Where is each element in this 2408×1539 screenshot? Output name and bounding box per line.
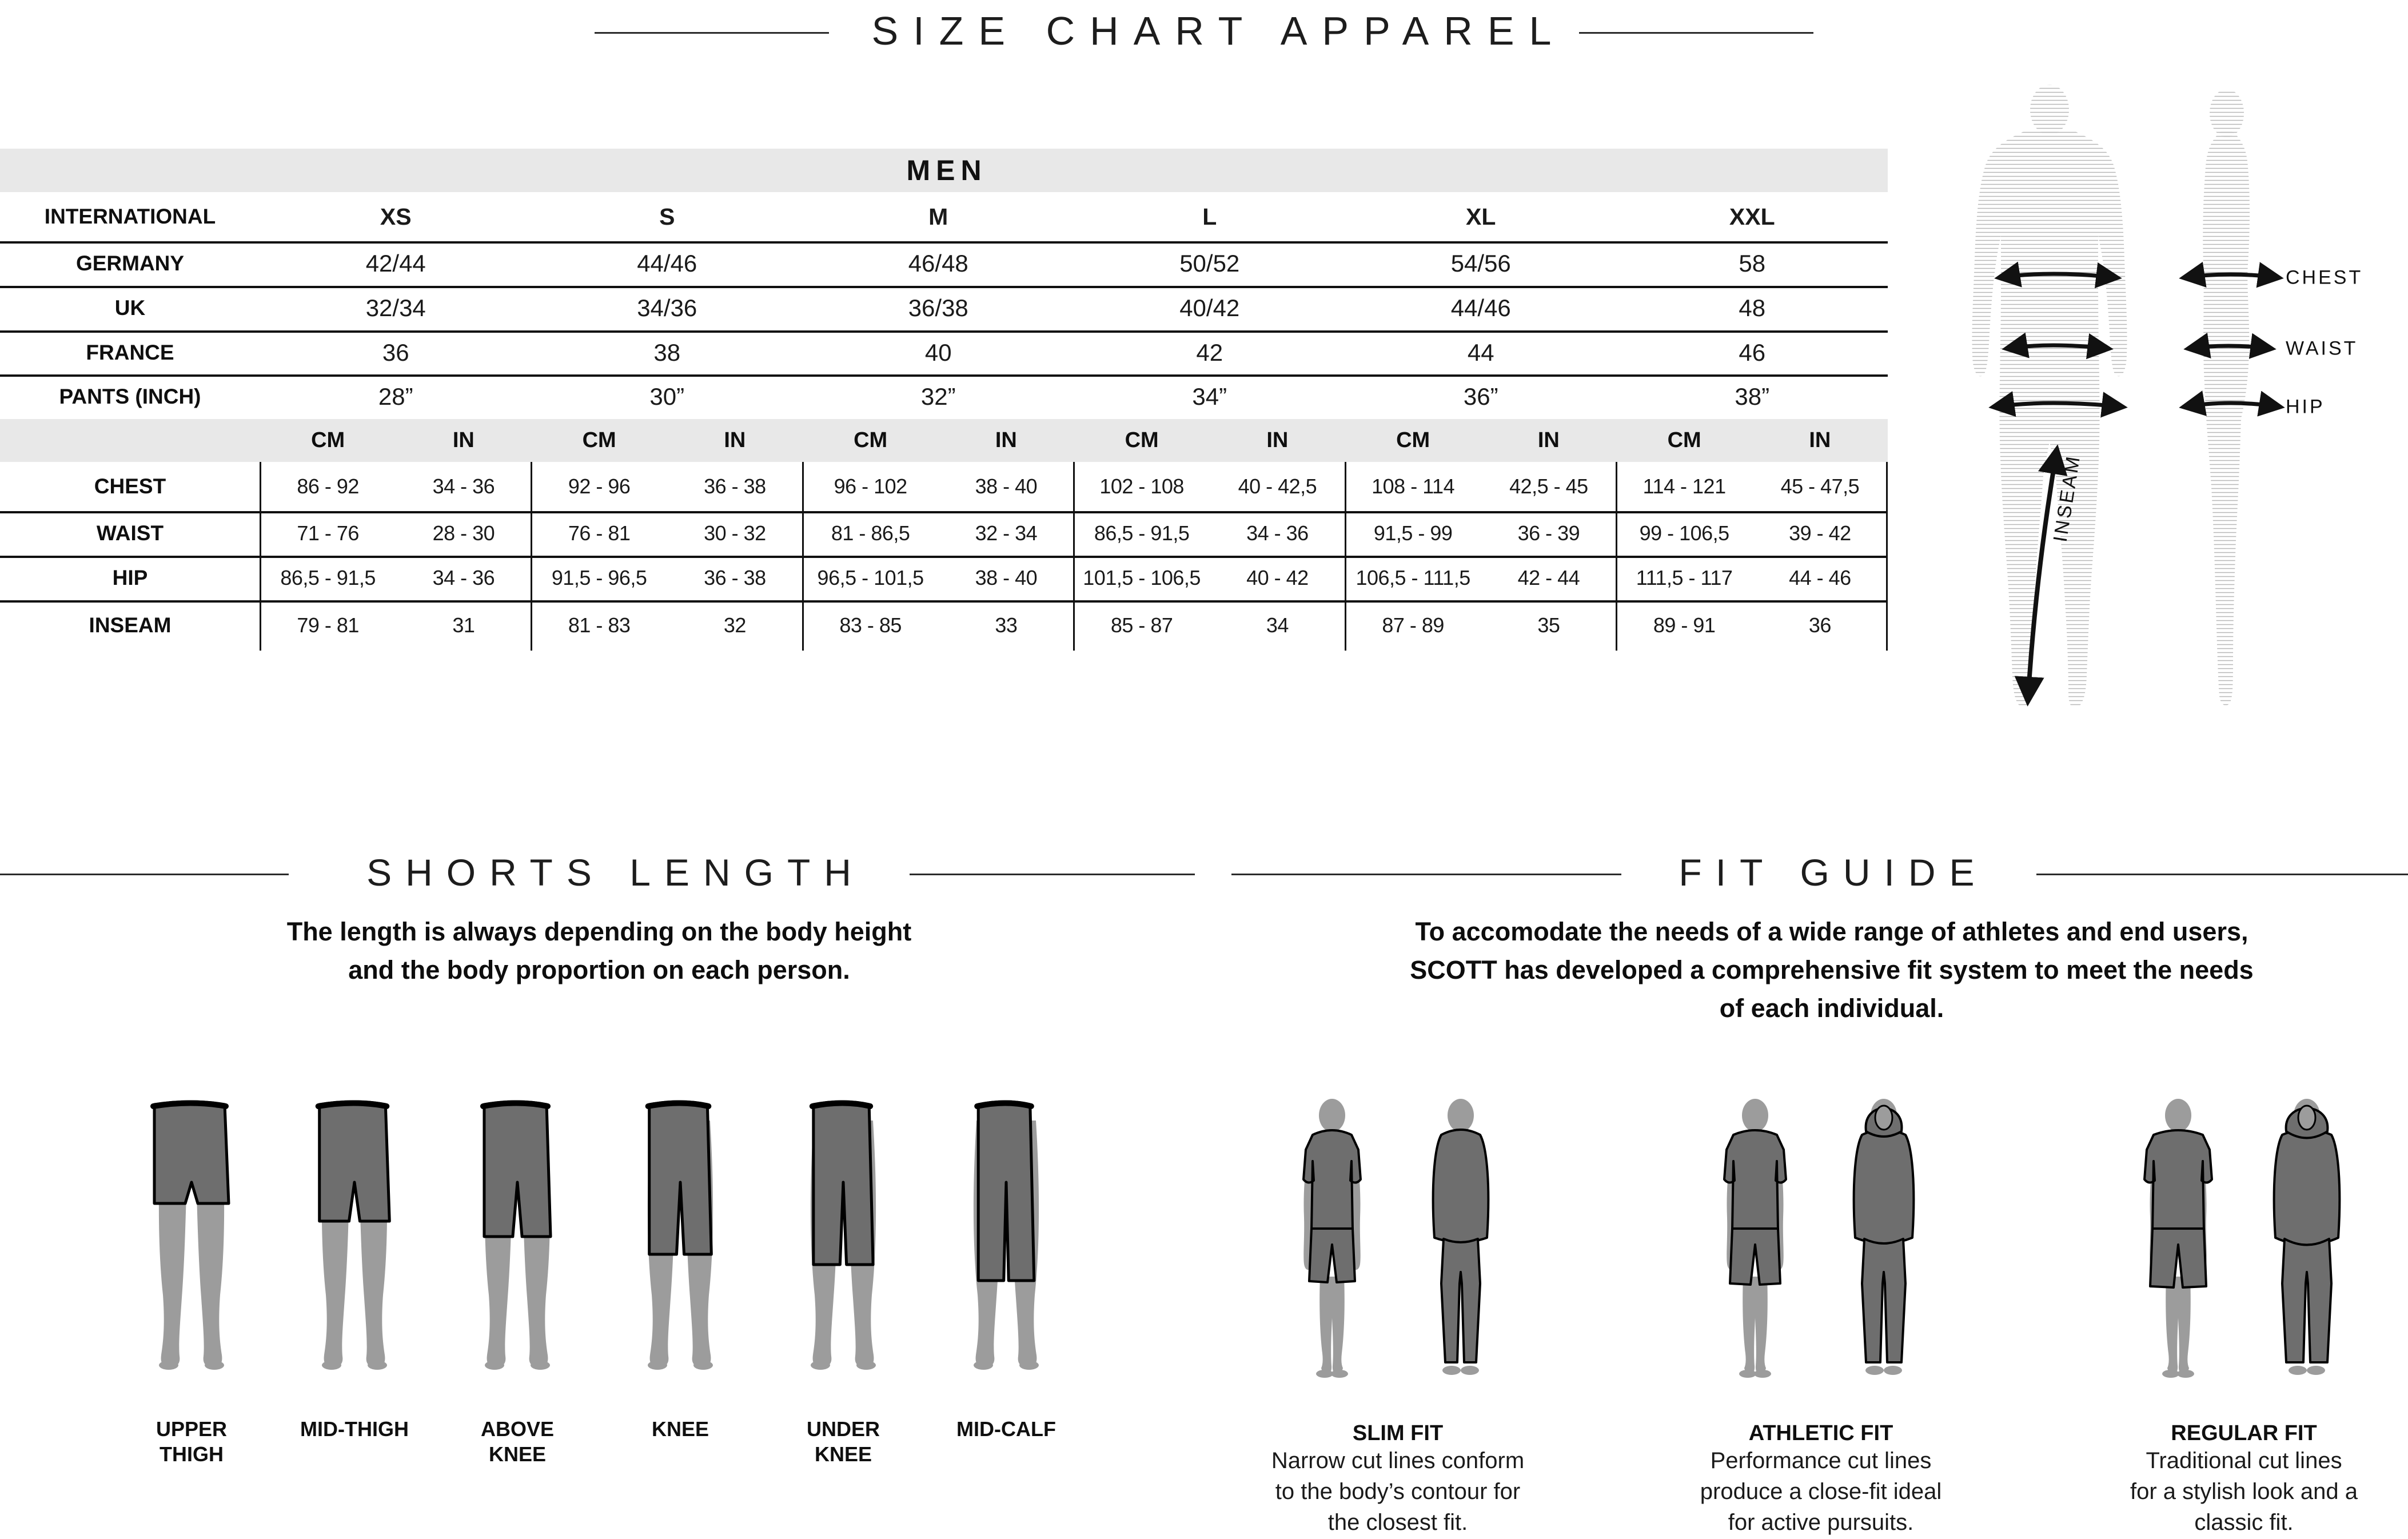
measurement-value-cm: 92 - 96 [568,475,631,498]
row-label: WAIST [96,521,164,545]
diagram-waist-label: WAIST [2286,337,2358,360]
measurement-value-cm: 114 - 121 [1642,475,1726,498]
fit-description-line: SCOTT has developed a comprehensive fit system to meet the needs [1410,955,2254,984]
table-vertical-line [802,462,804,651]
fit-description-text [1604,1445,2038,1538]
size-value-cell: 44 [1467,338,1494,366]
size-value-cell: 36 [382,338,409,366]
measurement-value-cm: 83 - 85 [839,613,902,637]
row-label: UK [114,296,146,320]
diagram-inseam-label: INSEAM [2049,453,2085,544]
size-value-cell: 46 [1739,338,1766,366]
size-value-cell: XS [380,203,412,230]
size-value-cell: 50/52 [1179,250,1240,277]
shorts-description [56,912,1142,989]
measurement-value-in: 33 [995,613,1018,637]
size-value-cell: M [928,203,948,230]
measurement-value-in: 32 [723,613,746,637]
measurement-value-cm: 101,5 - 106,5 [1083,566,1201,589]
unit-header-cm: CM [1667,428,1701,452]
measurement-value-cm: 89 - 91 [1653,613,1716,637]
fit-description-text-line: the closest fit. [1327,1510,1468,1535]
size-value-cell: 34/36 [637,294,697,321]
fit-name: ATHLETIC FIT [1748,1421,1893,1445]
size-value-cell: 42 [1196,338,1223,366]
measurement-value-in: 34 - 36 [432,566,495,589]
size-value-cell: 34” [1192,383,1227,410]
front-body-silhouette [1972,85,2127,708]
row-label: PANTS (INCH) [59,385,201,408]
unit-header-cm: CM [582,428,616,452]
shorts-label-line: THIGH [160,1442,224,1466]
size-value-cell: L [1202,203,1217,230]
shorts-length-label [426,1417,609,1467]
fit-description [1289,912,2375,1027]
size-value-cell: XXL [1729,203,1775,230]
measurement-value-in: 34 - 36 [1246,521,1309,545]
men-table-header: MEN [906,154,987,186]
measurement-value-in: 42,5 - 45 [1509,475,1588,498]
fit-description-text [1181,1445,1615,1538]
measurement-value-in: 34 [1266,613,1289,637]
measurement-value-cm: 85 - 87 [1110,613,1173,637]
table-horizontal-line [0,241,1888,244]
measurement-value-in: 36 [1808,613,1831,637]
measurement-value-cm: 79 - 81 [297,613,359,637]
shorts-length-figure [943,1098,1069,1372]
measurement-value-in: 30 - 32 [704,521,766,545]
row-label: CHEST [94,475,166,498]
table-vertical-line [531,462,532,651]
row-label: INSEAM [89,613,172,637]
measurement-value-cm: 86 - 92 [297,475,359,498]
table-horizontal-line [0,330,1888,333]
unit-header-in: IN [452,428,475,452]
measurement-value-in: 44 - 46 [1789,566,1851,589]
measurement-value-in: 45 - 47,5 [1780,475,1860,498]
diagram-hip-label: HIP [2286,396,2325,418]
size-value-cell: 46/48 [908,250,968,277]
fit-name: REGULAR FIT [2171,1421,2317,1445]
measurement-value-cm: 111,5 - 117 [1636,566,1733,589]
shorts-length-figure [780,1098,906,1372]
measurement-value-in: 34 - 36 [432,475,495,498]
table-horizontal-line [0,600,1888,603]
size-value-cell: 54/56 [1450,250,1511,277]
size-value-cell: 32” [920,383,956,410]
measurement-value-in: 36 - 38 [704,566,766,589]
size-value-cell: 32/34 [365,294,426,321]
fit-section-title: FIT GUIDE [1679,851,1988,894]
fit-figure-pair [2118,1095,2370,1381]
size-value-cell: 38” [1735,383,1770,410]
shorts-length-figure [292,1098,417,1372]
fit-description-text-line: for active pursuits. [1728,1510,1914,1535]
unit-header-in: IN [1809,428,1831,452]
shorts-label-line: KNEE [814,1442,872,1466]
shorts-rule-right [910,874,1195,875]
shorts-length-label [752,1417,935,1467]
measurement-value-cm: 81 - 86,5 [831,521,910,545]
unit-header-in: IN [995,428,1017,452]
measurement-value-in: 32 - 34 [975,521,1038,545]
measurement-value-cm: 96,5 - 101,5 [817,566,924,589]
measurement-value-cm: 81 - 83 [568,613,631,637]
unit-header-band [0,419,1888,462]
fit-name: SLIM FIT [1352,1421,1444,1445]
fit-description-text-line: classic fit. [2194,1510,2294,1535]
shorts-length-figure [129,1098,254,1372]
size-value-cell: 42/44 [365,250,426,277]
table-vertical-line [260,462,261,651]
shorts-length-label [915,1417,1098,1442]
measurement-value-cm: 106,5 - 111,5 [1356,566,1470,589]
diagram-chest-label: CHEST [2286,266,2363,289]
men-table-header-band [0,149,1888,192]
shorts-label-line: ABOVE [480,1417,555,1441]
shorts-label-line: KNEE [651,1417,709,1441]
shorts-length-label [589,1417,772,1442]
table-vertical-line [1073,462,1075,651]
table-vertical-line [1886,462,1888,651]
row-label: FRANCE [86,340,174,364]
fit-description-text-line: to the body’s contour for [1275,1479,1521,1504]
unit-header-cm: CM [854,428,888,452]
table-horizontal-line [0,286,1888,288]
measurement-value-cm: 91,5 - 96,5 [551,566,647,589]
table-vertical-line [1616,462,1617,651]
measurement-value-cm: 108 - 114 [1372,475,1455,498]
table-horizontal-line [0,556,1888,558]
fit-description-line: of each individual. [1719,994,1944,1023]
shorts-section-title: SHORTS LENGTH [366,851,865,894]
page-title: SIZE CHART APPAREL [871,9,1566,53]
fit-description-text-line: produce a close-fit ideal [1700,1479,1942,1504]
table-horizontal-line [0,511,1888,513]
measurement-value-in: 36 - 39 [1517,521,1580,545]
size-value-cell: 48 [1739,294,1766,321]
size-value-cell: 40/42 [1179,294,1240,321]
measurement-value-in: 38 - 40 [975,566,1038,589]
size-value-cell: 44/46 [1450,294,1511,321]
body-measurement-diagram [1938,74,2408,720]
size-value-cell: 38 [653,338,681,366]
measurement-table-row [0,556,1888,600]
size-value-cell: 30” [649,383,685,410]
measurement-value-in: 42 - 44 [1517,566,1580,589]
fit-description-text-line: Traditional cut lines [2146,1448,2342,1473]
measurement-value-cm: 87 - 89 [1382,613,1444,637]
fit-figure-pair [1695,1095,1947,1381]
row-label: HIP [112,566,148,589]
size-table-row [0,330,1888,374]
measurement-value-in: 35 [1537,613,1560,637]
measurement-value-cm: 96 - 102 [834,475,907,498]
fit-description-text [2027,1445,2408,1538]
unit-header-in: IN [1537,428,1560,452]
fit-description-text-line: Performance cut lines [1710,1448,1932,1473]
fit-description-line: To accomodate the needs of a wide range of athletes and end users, [1415,917,2248,946]
side-body-silhouette [2203,89,2250,705]
measurement-table-row [0,600,1888,651]
measurement-value-cm: 102 - 108 [1099,475,1184,498]
size-value-cell: 44/46 [637,250,697,277]
shorts-length-label [263,1417,446,1442]
unit-header-cm: CM [1396,428,1430,452]
measurement-value-cm: 71 - 76 [297,521,359,545]
shorts-length-label [100,1417,283,1467]
size-value-cell: 36/38 [908,294,968,321]
fit-figure-pair [1272,1095,1524,1381]
size-value-cell: 40 [924,338,952,366]
measurement-value-cm: 86,5 - 91,5 [1094,521,1190,545]
shorts-label-line: MID-THIGH [300,1417,409,1441]
row-label: GERMANY [75,252,185,275]
shorts-length-figure [617,1098,743,1372]
unit-header-cm: CM [311,428,345,452]
size-value-cell: 58 [1739,250,1766,277]
size-table-row [0,286,1888,330]
row-label: INTERNATIONAL [44,205,216,228]
measurement-value-cm: 86,5 - 91,5 [280,566,376,589]
size-table-row [0,374,1888,419]
table-horizontal-line [0,374,1888,377]
shorts-label-line: UPPER [156,1417,228,1441]
measurement-value-in: 38 - 40 [975,475,1038,498]
shorts-label-line: MID-CALF [956,1417,1056,1441]
measurement-value-cm: 99 - 106,5 [1639,521,1729,545]
size-table-row [0,241,1888,286]
measurement-value-in: 40 - 42,5 [1238,475,1317,498]
measurement-value-in: 40 - 42 [1246,566,1309,589]
measurement-table-row [0,462,1888,511]
shorts-length-figure [455,1098,580,1372]
shorts-description-line: The length is always depending on the body height [286,917,912,946]
measurement-value-in: 39 - 42 [1789,521,1851,545]
title-rule-right [1579,32,1813,34]
size-table-row [0,192,1888,241]
measurement-value-in: 36 - 38 [704,475,766,498]
unit-header-in: IN [1266,428,1289,452]
measurement-value-cm: 76 - 81 [568,521,631,545]
shorts-label-line: UNDER [806,1417,880,1441]
measurement-value-in: 31 [452,613,475,637]
measurement-value-cm: 91,5 - 99 [1373,521,1453,545]
measurement-table-row [0,511,1888,556]
measurement-value-in: 28 - 30 [432,521,495,545]
table-vertical-line [1345,462,1346,651]
unit-header-cm: CM [1125,428,1159,452]
unit-header-in: IN [724,428,746,452]
fit-rule-right [2036,874,2408,875]
fit-description-text-line: for a stylish look and a [2130,1479,2358,1504]
fit-description-text-line: Narrow cut lines conform [1271,1448,1525,1473]
men-size-table [0,149,1888,651]
shorts-label-line: KNEE [488,1442,547,1466]
shorts-description-line: and the body proportion on each person. [348,955,850,984]
size-value-cell: S [659,203,675,230]
size-value-cell: XL [1466,203,1496,230]
size-value-cell: 36” [1463,383,1498,410]
size-value-cell: 28” [378,383,413,410]
